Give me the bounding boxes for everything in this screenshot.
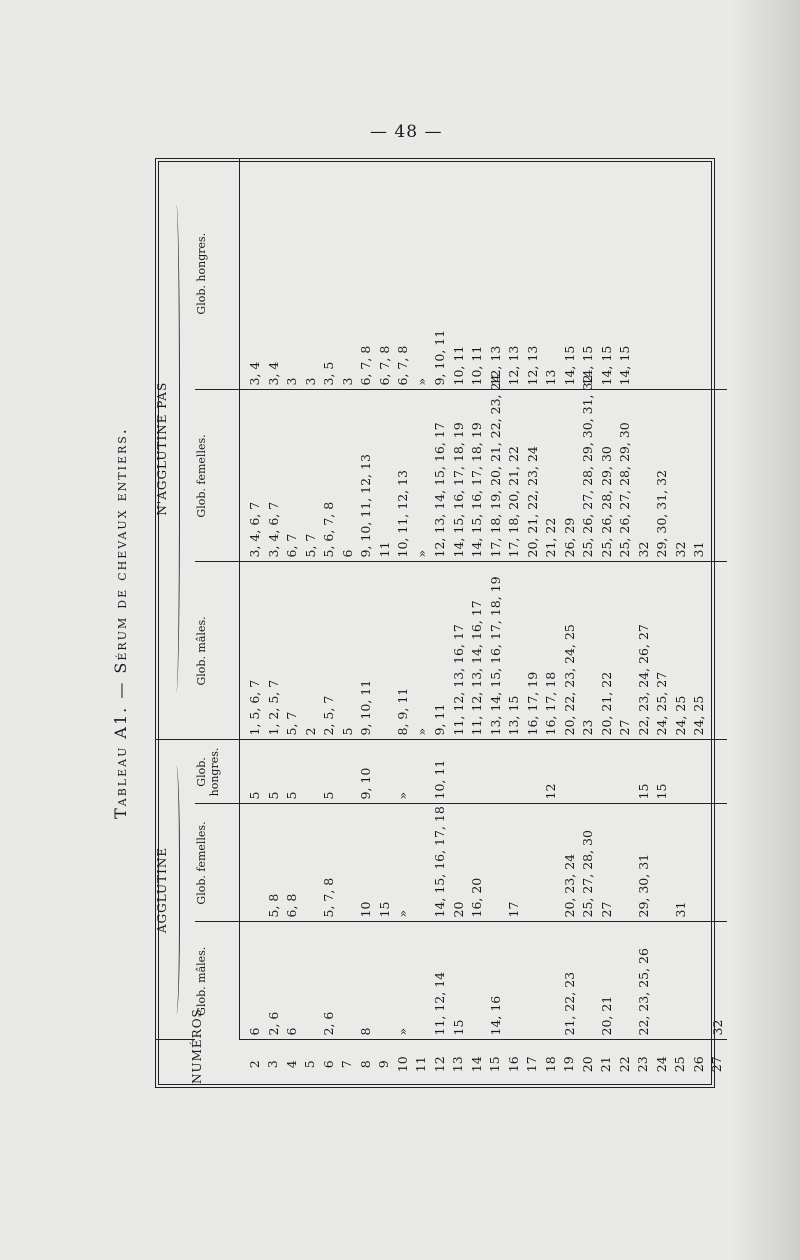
cell-value: 10, 11 bbox=[450, 345, 466, 386]
row-number: 24 bbox=[653, 1056, 669, 1073]
row-number: 12 bbox=[431, 1056, 447, 1073]
cell-value: 15 bbox=[450, 1019, 466, 1036]
cell-value bbox=[524, 809, 543, 918]
cell-value: 6, 7, 8 bbox=[358, 345, 373, 386]
column-agg-hongres bbox=[240, 740, 728, 804]
cell-value: 11, 12, 13, 16, 17 bbox=[450, 624, 466, 736]
cell-value bbox=[468, 744, 487, 799]
cell-value: 3, 4, 6, 7 bbox=[265, 501, 281, 558]
cell-value: 6, 7, 8 bbox=[376, 345, 392, 386]
row-number: 14 bbox=[468, 1056, 484, 1073]
cell-value bbox=[468, 927, 487, 1036]
cell-value: 32 bbox=[709, 1019, 725, 1036]
table-body-row bbox=[240, 158, 728, 1088]
cell-value: 10 bbox=[358, 901, 373, 918]
cell-value bbox=[524, 744, 543, 799]
cell-value bbox=[672, 162, 691, 386]
cell-value: 2, 5, 7 bbox=[321, 695, 336, 736]
cell-value: 20 bbox=[450, 901, 466, 918]
cell-value: 20, 21, 22, 23, 24 bbox=[524, 446, 540, 558]
cell-value: 12, 13 bbox=[524, 345, 540, 386]
cell-value: 14, 15 bbox=[580, 345, 595, 386]
data-table bbox=[155, 158, 727, 1088]
cell-value: 15 bbox=[654, 783, 669, 800]
cell-value bbox=[413, 809, 432, 918]
cell-value: 27 bbox=[598, 901, 614, 918]
cell-value bbox=[339, 809, 358, 918]
cell-value: 31 bbox=[691, 541, 706, 558]
cell-value: 14, 15 bbox=[617, 345, 632, 386]
cell-value bbox=[709, 162, 728, 386]
cell-value: 9, 11 bbox=[432, 703, 447, 736]
cell-value bbox=[579, 744, 598, 799]
row-number: 23 bbox=[635, 1056, 650, 1073]
cell-value bbox=[616, 809, 635, 918]
cell-value: 26, 29 bbox=[561, 517, 577, 558]
row-number: 13 bbox=[450, 1056, 465, 1073]
cell-value: 11 bbox=[376, 541, 392, 558]
column-agg-femelles bbox=[240, 804, 728, 922]
header-nagglutine-label: N'AGGLUTINE PAS bbox=[155, 381, 169, 516]
cell-value: 10, 11 bbox=[469, 345, 484, 386]
cell-value: 12, 13 bbox=[487, 345, 503, 386]
header-nagglutine-pas bbox=[155, 158, 195, 740]
cell-value bbox=[542, 927, 561, 1036]
column-nag-femelles bbox=[240, 374, 728, 562]
cell-value: 12, 13, 14, 15, 16, 17 bbox=[432, 422, 447, 558]
cell-value: 3 bbox=[339, 377, 355, 386]
cell-value: 21, 22 bbox=[543, 517, 558, 558]
header-agg-glob-males: Glob. mâles. bbox=[195, 922, 240, 1040]
cell-value bbox=[635, 162, 654, 386]
cell-value: 8, 9, 11 bbox=[395, 687, 410, 736]
row-number: 5 bbox=[302, 1060, 317, 1069]
cell-value: 2 bbox=[302, 727, 318, 736]
row-number: 3 bbox=[265, 1060, 280, 1069]
cell-value: 14, 16 bbox=[487, 995, 503, 1036]
header-agglutine bbox=[155, 740, 195, 1040]
cell-value bbox=[339, 744, 358, 799]
cell-value: 14, 15 bbox=[598, 345, 614, 386]
cell-value: 5, 7 bbox=[284, 711, 299, 736]
cell-value bbox=[246, 809, 265, 918]
row-number: 25 bbox=[672, 1056, 687, 1073]
table-title: Tableau A1. — Sérum de chevaux entiers. bbox=[111, 427, 130, 819]
cell-value: 25, 26, 28, 29, 30 bbox=[598, 446, 614, 558]
column-numeros bbox=[240, 1040, 728, 1088]
cell-value bbox=[653, 809, 672, 918]
cell-value: 5, 7, 8 bbox=[321, 877, 336, 918]
cell-value: 14, 15, 16, 17, 18 bbox=[432, 806, 447, 918]
cell-value: 25, 27, 28, 30 bbox=[580, 830, 595, 918]
cell-value: 25, 26, 27, 28, 29, 30 bbox=[617, 422, 632, 558]
cell-value: 15 bbox=[376, 901, 392, 918]
cell-value bbox=[690, 744, 709, 799]
cell-value: 22, 23, 25, 26 bbox=[635, 948, 651, 1036]
cell-value: 22, 23, 24, 26, 27 bbox=[635, 624, 651, 736]
header-brace bbox=[171, 766, 180, 1013]
cell-value: 24, 25, 27 bbox=[654, 671, 669, 736]
cell-value: 32 bbox=[672, 541, 688, 558]
cell-value: 16, 20 bbox=[469, 877, 484, 918]
cell-value bbox=[561, 744, 580, 799]
cell-value: 6, 8 bbox=[284, 893, 299, 918]
cell-value: 5 bbox=[247, 791, 262, 800]
cell-value bbox=[653, 927, 672, 1036]
cell-value: 5, 6, 7, 8 bbox=[321, 501, 336, 558]
cell-value: 3 bbox=[284, 377, 299, 386]
cell-value: 20, 21 bbox=[598, 995, 614, 1036]
cell-value bbox=[450, 744, 469, 799]
cell-value: 5 bbox=[284, 791, 299, 800]
cell-value: 12, 13 bbox=[506, 345, 521, 386]
cell-value: 5, 7 bbox=[302, 533, 318, 558]
row-number: 22 bbox=[616, 1056, 632, 1073]
cell-value: 20, 23, 24 bbox=[561, 853, 577, 918]
cell-value bbox=[598, 744, 617, 799]
cell-value: 5 bbox=[321, 791, 336, 800]
cell-value: 31 bbox=[672, 901, 688, 918]
cell-value: 15 bbox=[635, 783, 651, 800]
cell-value bbox=[302, 809, 321, 918]
cell-value: 23 bbox=[580, 719, 595, 736]
cell-value bbox=[709, 566, 728, 735]
row-number: 27 bbox=[709, 1056, 724, 1073]
cell-value: » bbox=[395, 909, 410, 918]
row-number: 7 bbox=[339, 1060, 354, 1069]
cell-value bbox=[302, 927, 321, 1036]
row-number: 2 bbox=[246, 1060, 262, 1069]
row-number: 19 bbox=[561, 1056, 576, 1073]
cell-value bbox=[690, 809, 709, 918]
row-number: 17 bbox=[524, 1056, 539, 1073]
cell-value: 27 bbox=[617, 719, 632, 736]
row-number: 18 bbox=[542, 1056, 558, 1073]
header-brace bbox=[171, 205, 180, 693]
cell-value bbox=[413, 927, 432, 1036]
cell-value: 24, 25 bbox=[691, 695, 706, 736]
cell-value: 1, 2, 5, 7 bbox=[265, 679, 281, 736]
cell-value: 10, 11 bbox=[432, 759, 447, 800]
cell-value: 13, 15 bbox=[506, 695, 521, 736]
cell-value bbox=[616, 744, 635, 799]
column-agg-males bbox=[240, 922, 728, 1040]
cell-value: 6, 7 bbox=[284, 533, 299, 558]
cell-value bbox=[709, 744, 728, 799]
cell-value bbox=[487, 744, 506, 799]
cell-value: » bbox=[413, 549, 429, 558]
cell-value: » bbox=[413, 377, 429, 386]
cell-value: 16, 17, 18 bbox=[543, 671, 558, 736]
cell-value bbox=[413, 744, 432, 799]
header-agg-glob-femelles: Glob. femelles. bbox=[195, 804, 240, 922]
cell-value bbox=[487, 809, 506, 918]
cell-value: 6 bbox=[284, 1027, 299, 1036]
header-agg-glob-hongres: Glob. hongres. bbox=[195, 740, 240, 804]
row-number: 4 bbox=[283, 1060, 299, 1069]
cell-value bbox=[302, 744, 321, 799]
cell-value: 9, 10 bbox=[358, 767, 373, 800]
cell-value bbox=[616, 927, 635, 1036]
cell-value: » bbox=[413, 727, 429, 736]
cell-value bbox=[505, 744, 524, 799]
cell-value: 2, 6 bbox=[321, 1011, 336, 1036]
row-number: 8 bbox=[357, 1060, 373, 1069]
header-nag-glob-femelles: Glob. femelles. bbox=[195, 390, 240, 562]
cell-value: 6 bbox=[247, 1027, 262, 1036]
cell-value: 25, 26, 27, 28, 29, 30, 31, 32 bbox=[580, 374, 595, 558]
cell-value: 24, 25 bbox=[672, 695, 688, 736]
cell-value: 20, 21, 22 bbox=[598, 671, 614, 736]
cell-value: 11, 12, 14 bbox=[432, 971, 447, 1036]
cell-value: 14, 15, 16, 17, 18, 19 bbox=[469, 422, 484, 558]
page-number: — 48 — bbox=[370, 122, 443, 142]
cell-value bbox=[505, 927, 524, 1036]
cell-value: » bbox=[395, 791, 410, 800]
cell-value: » bbox=[395, 1027, 410, 1036]
cell-value: 32 bbox=[635, 541, 651, 558]
cell-value bbox=[376, 744, 395, 799]
column-nag-hongres bbox=[240, 158, 728, 390]
row-number: 11 bbox=[413, 1056, 428, 1073]
cell-value: 3, 5 bbox=[321, 361, 336, 386]
cell-value: 10, 11, 12, 13 bbox=[395, 470, 410, 558]
page-edge-shadow bbox=[730, 0, 800, 1260]
cell-value: 12 bbox=[543, 783, 558, 800]
cell-value: 9, 10, 11 bbox=[432, 329, 447, 386]
cell-value: 5 bbox=[265, 791, 281, 800]
cell-value bbox=[376, 927, 395, 1036]
cell-value bbox=[672, 927, 691, 1036]
cell-value: 6 bbox=[339, 549, 355, 558]
cell-value bbox=[672, 744, 691, 799]
cell-value bbox=[579, 927, 598, 1036]
cell-value: 9, 10, 11, 12, 13 bbox=[358, 454, 373, 558]
cell-value: 5, 8 bbox=[265, 893, 281, 918]
cell-value bbox=[653, 162, 672, 386]
cell-value: 13 bbox=[543, 369, 558, 386]
cell-value: 13, 14, 15, 16, 17, 18, 19 bbox=[487, 576, 503, 736]
row-number: 6 bbox=[320, 1060, 336, 1069]
header-nag-glob-males: Glob. mâles. bbox=[195, 562, 240, 740]
cell-value: 17 bbox=[506, 901, 521, 918]
table-group-header-row bbox=[155, 158, 195, 1088]
row-number: 20 bbox=[579, 1056, 595, 1073]
cell-value bbox=[524, 927, 543, 1036]
cell-value bbox=[709, 394, 728, 557]
row-number: 10 bbox=[394, 1056, 410, 1073]
cell-value: 6, 7, 8 bbox=[395, 345, 410, 386]
cell-value bbox=[542, 809, 561, 918]
cell-value: 3 bbox=[302, 377, 318, 386]
cell-value bbox=[339, 927, 358, 1036]
cell-value: 17, 18, 20, 21, 22 bbox=[506, 446, 521, 558]
cell-value: 8 bbox=[358, 1027, 373, 1036]
cell-value: 29, 30, 31 bbox=[635, 853, 651, 918]
cell-value: 1, 5, 6, 7 bbox=[247, 679, 262, 736]
cell-value bbox=[376, 566, 395, 735]
cell-value: 9, 10, 11 bbox=[358, 679, 373, 736]
cell-value bbox=[690, 162, 709, 386]
row-number: 9 bbox=[376, 1060, 391, 1069]
row-number: 16 bbox=[505, 1056, 521, 1073]
cell-value: 17, 18, 19, 20, 21, 22, 23, 24 bbox=[487, 374, 503, 558]
cell-value: 11, 12, 13, 14, 16, 17 bbox=[469, 600, 484, 736]
cell-value: 5 bbox=[339, 727, 355, 736]
cell-value: 2, 6 bbox=[265, 1011, 281, 1036]
cell-value: 29, 30, 31, 32 bbox=[654, 470, 669, 558]
cell-value: 3, 4 bbox=[247, 361, 262, 386]
rotated-table-container bbox=[111, 158, 725, 1088]
cell-value: 20, 22, 23, 24, 25 bbox=[561, 624, 577, 736]
cell-value: 21, 22, 23 bbox=[561, 971, 577, 1036]
cell-value bbox=[709, 809, 728, 918]
row-number: 15 bbox=[487, 1056, 502, 1073]
cell-value: 16, 17, 19 bbox=[524, 671, 540, 736]
cell-value bbox=[690, 927, 709, 1036]
header-nag-glob-hongres: Glob. hongres. bbox=[195, 158, 240, 390]
cell-value: 3, 4 bbox=[265, 361, 281, 386]
header-agglutine-label: AGGLUTINE bbox=[155, 846, 169, 934]
cell-value: 3, 4, 6, 7 bbox=[247, 501, 262, 558]
row-number: 21 bbox=[598, 1056, 613, 1073]
column-nag-males bbox=[240, 562, 728, 740]
row-number: 26 bbox=[690, 1056, 706, 1073]
table-sub-header-row bbox=[195, 158, 240, 1088]
cell-value: 14, 15, 16, 17, 18, 19 bbox=[450, 422, 466, 558]
header-numeros: NUMÉROS bbox=[190, 1008, 205, 1084]
cell-value: 14, 15 bbox=[561, 345, 577, 386]
